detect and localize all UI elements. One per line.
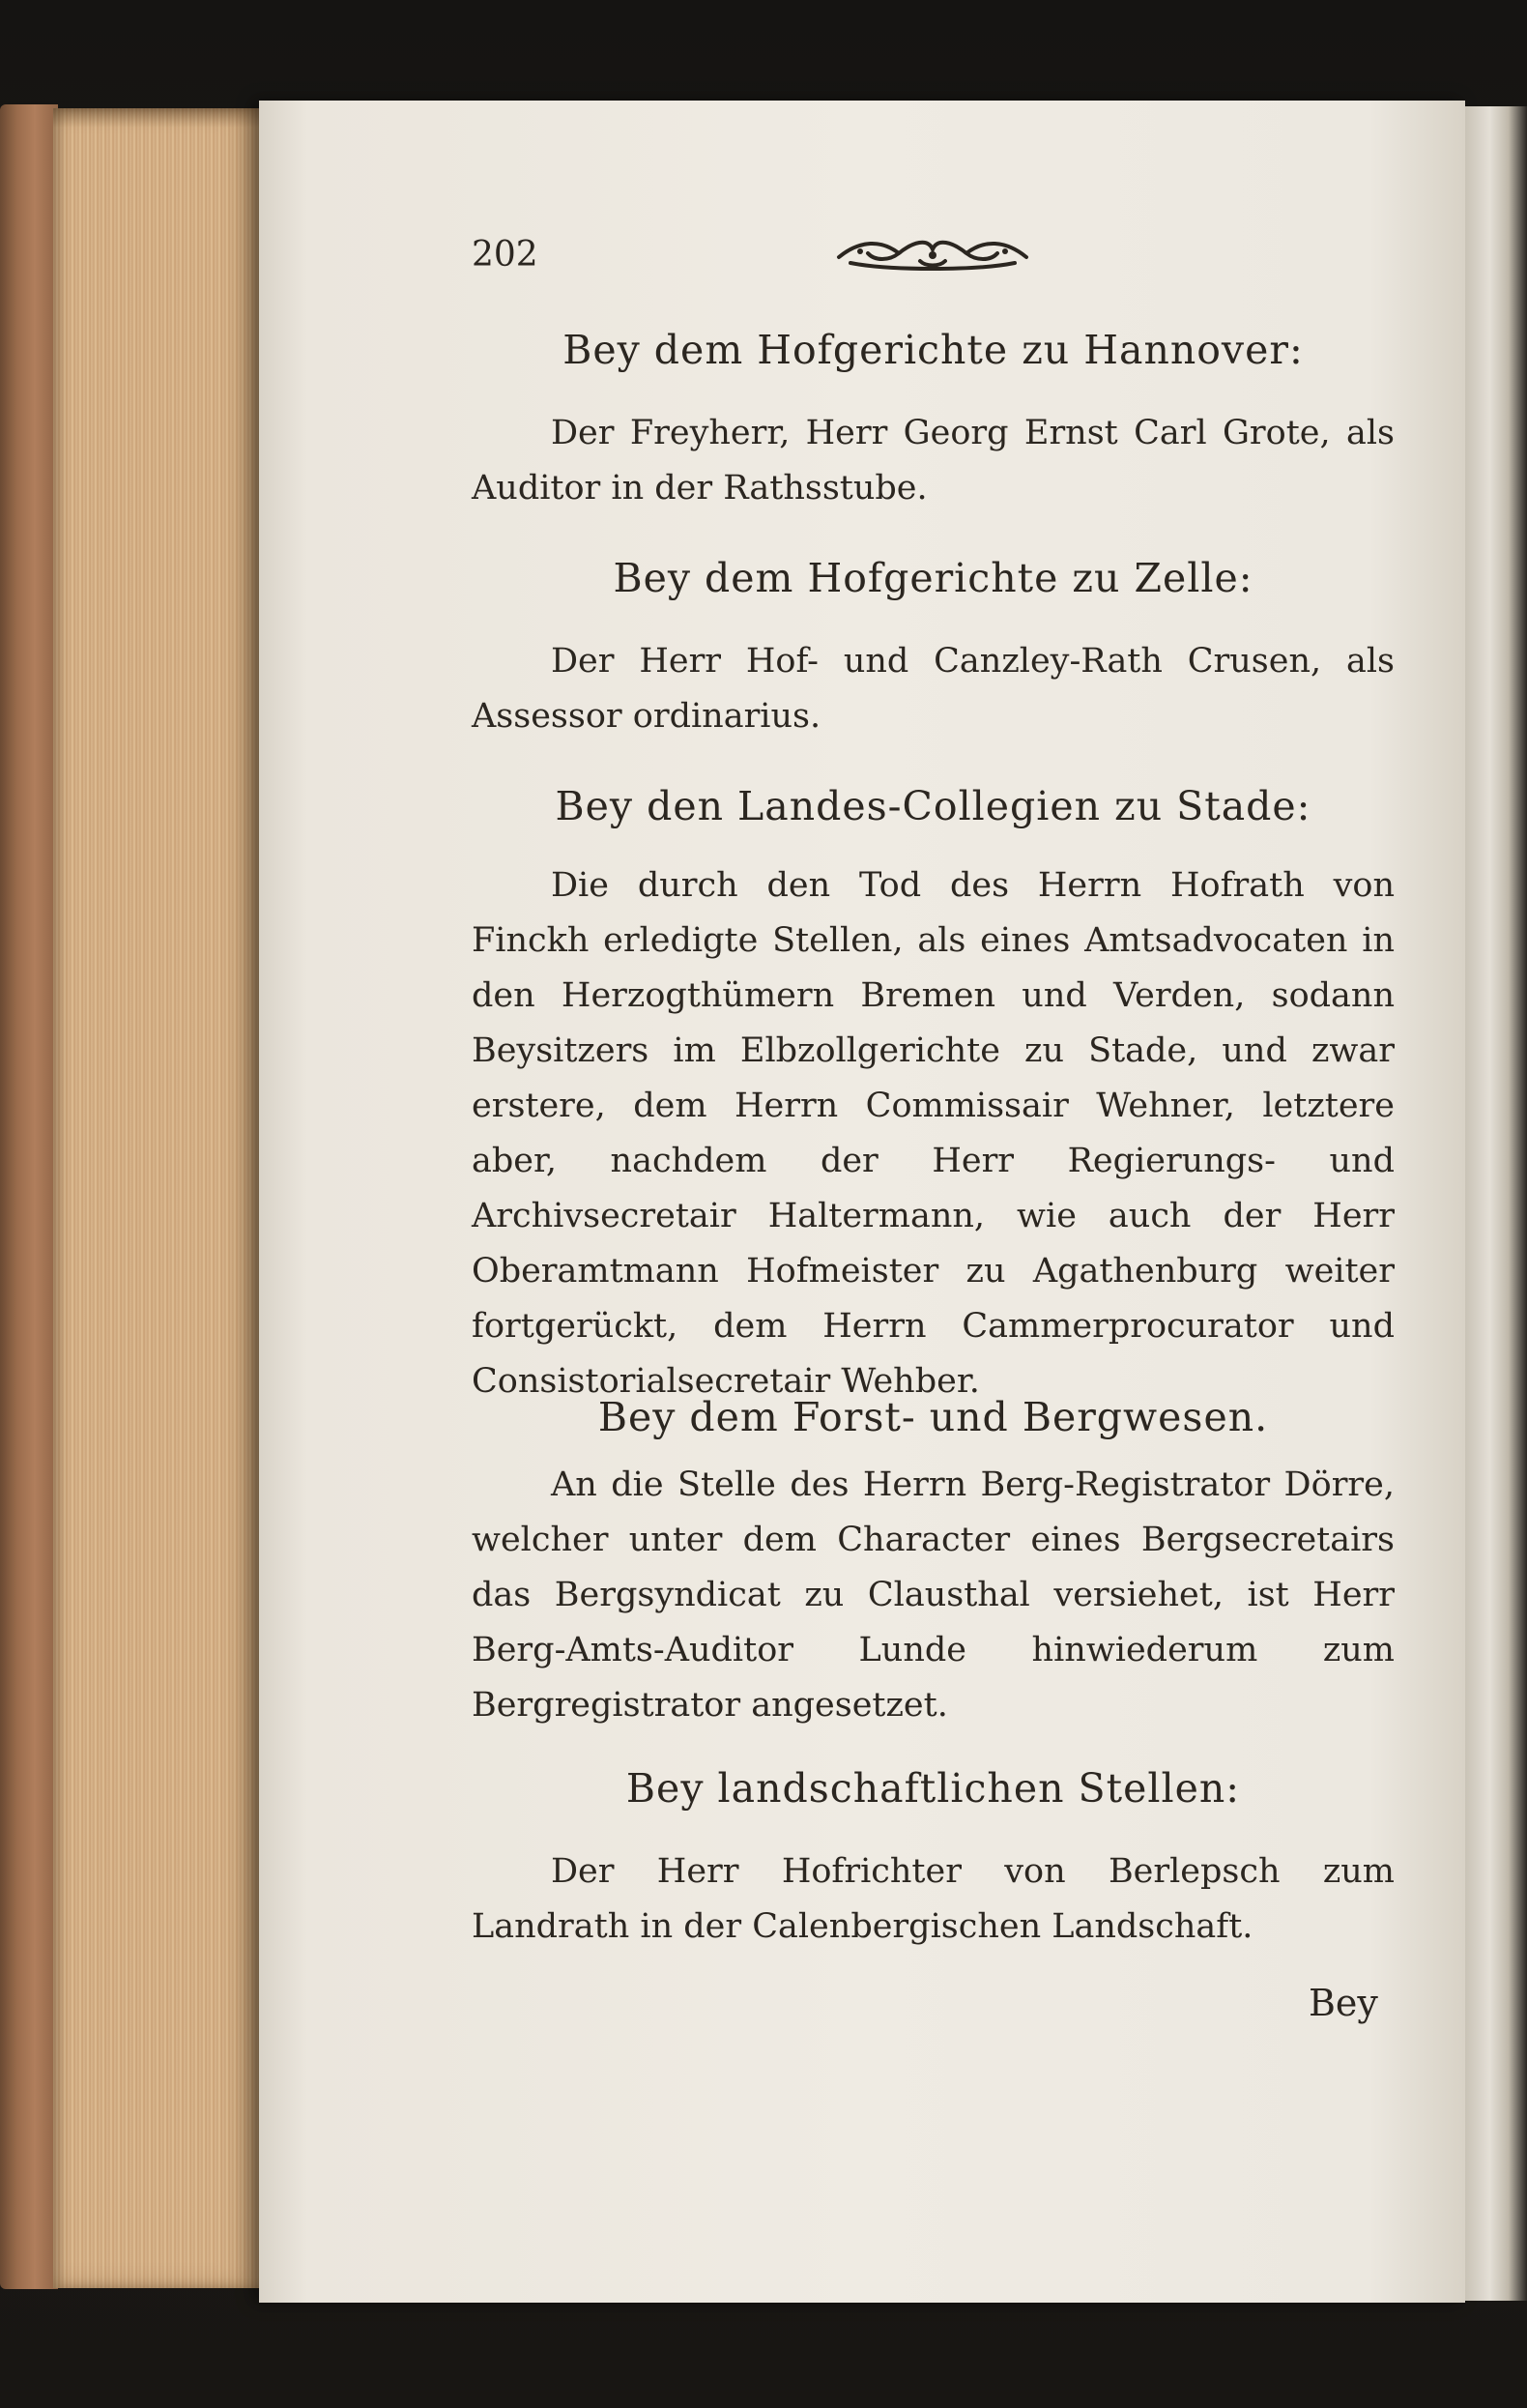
book-page-edges	[53, 108, 261, 2288]
paragraph-text: Der Herr Hof- und Canzley-Rath Crusen, als Assessor ordinarius.	[472, 642, 1395, 736]
section-paragraph	[472, 406, 1395, 516]
paragraph-text: Der Freyherr, Herr Georg Ernst Carl Grote, als Auditor in der Rathsstube.	[472, 414, 1395, 508]
section-heading: Bey den Landes-Collegien zu Stade:	[555, 783, 1311, 829]
section-paragraph	[472, 858, 1395, 1409]
page-number: 202	[472, 235, 538, 275]
paragraph-text: Der Herr Hofrichter von Berlepsch zum Landrath in der Calenbergischen Landschaft.	[472, 1852, 1395, 1946]
book-cover-edge	[0, 104, 58, 2289]
ornament-flourish-icon	[831, 232, 1034, 275]
section-paragraph	[472, 1844, 1395, 1955]
catchword: Bey	[1309, 1982, 1378, 2024]
section-heading: Bey dem Hofgerichte zu Zelle:	[613, 555, 1253, 601]
section-heading: Bey landschaftlichen Stellen:	[625, 1765, 1241, 1812]
section-paragraph	[472, 634, 1395, 744]
facing-page-edge	[1465, 106, 1527, 2301]
section-heading: Bey dem Forst- und Bergwesen.	[597, 1394, 1269, 1440]
section-heading: Bey dem Hofgerichte zu Hannover:	[562, 327, 1304, 373]
section-paragraph	[472, 1458, 1395, 1733]
paragraph-text: An die Stelle des Herrn Berg-Registrator Dörre, welcher unter dem Character eines Bergsecretairs das Bergsyndicat zu Clausthal versiehet, ist Herr Berg-Amts-Auditor Lunde hinwiederum zum Bergregistrator angesetzet.	[472, 1465, 1395, 1725]
paragraph-text: Die durch den Tod des Herrn Hofrath von Finckh erledigte Stellen, als eines Amtsadvocaten in den Herzogthümern Bremen und Verden, sodann Beysitzers im Elbzollgerichte zu Stade, und zwar erstere, dem Herrn Commissair Wehner, letztere aber, nachdem der Herr Regierungs- und Archivsecretair Haltermann, wie auch der Herr Oberamtmann Hofmeister zu Agathenburg weiter fortgerückt, dem Herrn Cammerprocurator und Consistorialsecretair Wehber.	[472, 866, 1395, 1401]
